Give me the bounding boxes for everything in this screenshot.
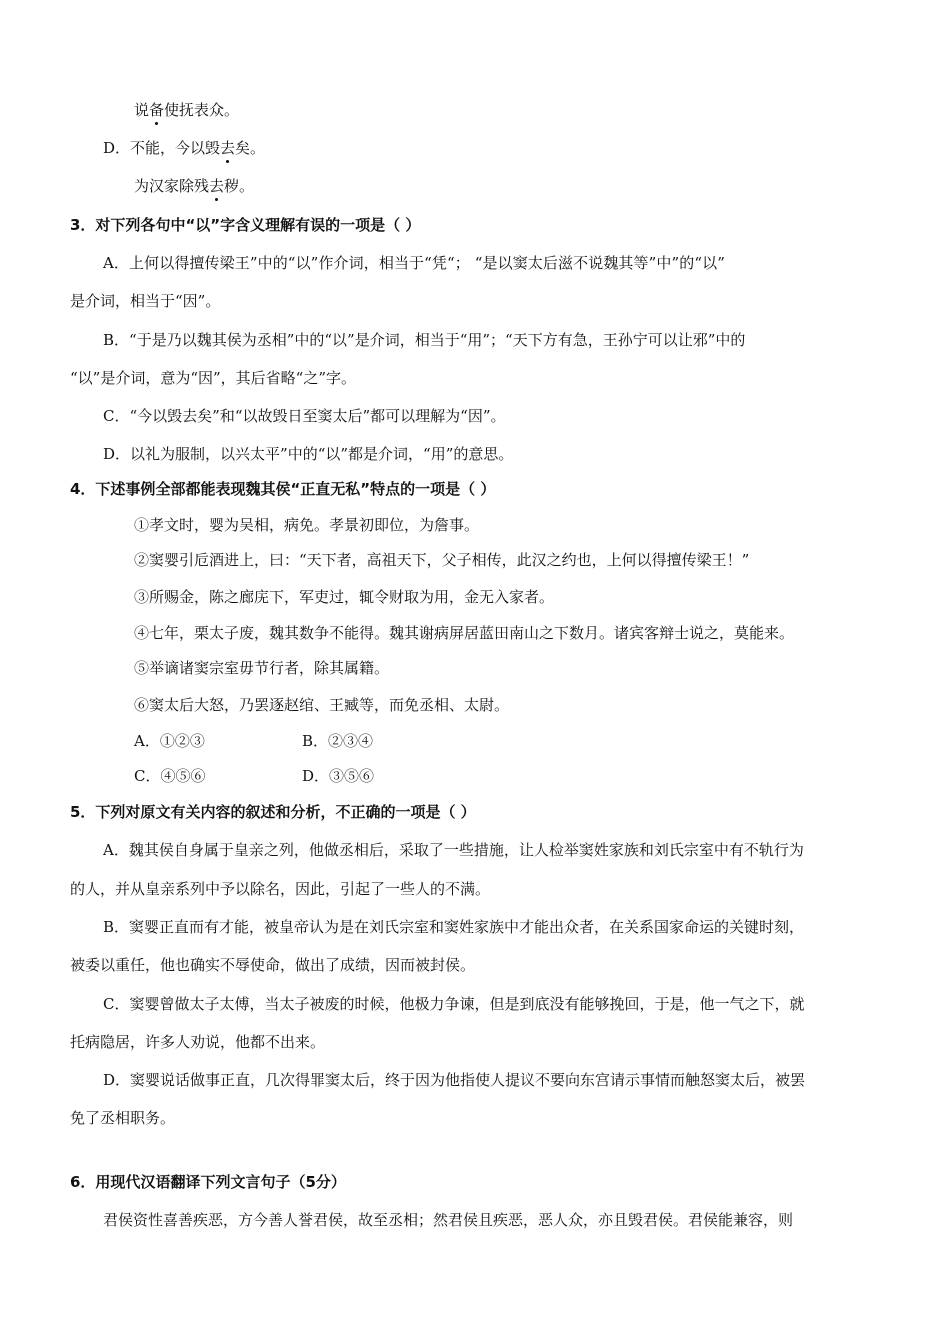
q4-option-c: C．④⑤⑥: [134, 767, 206, 785]
text-fragment: 矣。: [235, 139, 266, 157]
q4-option-b: B．②③④: [302, 732, 374, 750]
q3-option-d: D．以礼为服制，以兴太平”中的“以”都是介词，“用”的意思。: [103, 445, 514, 463]
q5-option-c-line-1: C．窦婴曾做太子太傅，当太子被废的时候，他极力争谏，但是到底没有能够挽回，于是，他一气之下，就: [103, 995, 805, 1013]
text-fragment: 秽。: [224, 177, 255, 195]
q3-option-a-line-1: A．上何以得擅传梁王”中的“以”作介词，相当于“凭“； “是以窦太后滋不说魏其等”中”的“以”: [103, 254, 725, 272]
q6-passage-line-1: 君侯资性喜善疾恶，方今善人誉君侯，故至丞相；然君侯且疾恶，恶人众，亦且毁君侯。君侯能兼容，则: [103, 1211, 794, 1229]
q4-option-d: D．③⑤⑥: [302, 767, 375, 785]
option-d-line-2: [134, 176, 254, 196]
q5-option-c-line-2: 托病隐居，许多人劝说，他都不出来。: [70, 1033, 326, 1051]
q4-item: ②窦婴引卮酒进上，曰：“天下者，高祖天下，父子相传，此汉之约也，上何以得擅传梁王！”: [134, 551, 750, 569]
question-6-title: 6．用现代汉语翻译下列文言句子（5分）: [70, 1173, 346, 1191]
q3-option-b-line-1: B．“于是乃以魏其侯为丞相”中的“以”是介词，相当于“用”；“天下方有急，王孙宁可以让邪”中的: [103, 331, 746, 349]
question-5-title: 5．下列对原文有关内容的叙述和分析，不正确的一项是（ ）: [70, 803, 476, 821]
emphasized-char: 备: [149, 101, 165, 119]
text-fragment: 说: [134, 101, 150, 119]
q4-item: ③所赐金，陈之廊庑下，军吏过，辄令财取为用，金无入家者。: [134, 588, 555, 606]
text-fragment: 使抚表众。: [164, 101, 240, 119]
q4-item: ④七年，栗太子废，魏其数争不能得。魏其谢病屏居蓝田南山之下数月。诸宾客辩士说之，莫能来。: [134, 624, 795, 642]
q4-option-a: A．①②③: [134, 732, 205, 750]
q5-option-b-line-2: 被委以重任，他也确实不辱使命，做出了成绩，因而被封侯。: [70, 956, 476, 974]
emphasized-char: 去: [209, 177, 225, 195]
q3-option-a-line-2: 是介词，相当于“因”。: [70, 292, 221, 310]
text-fragment: D．不能，今以毁: [103, 139, 221, 157]
q5-option-d-line-2: 免了丞相职务。: [70, 1109, 176, 1127]
q5-option-d-line-1: D．窦婴说话做事正直，几次得罪窦太后，终于因为他指使人提议不要向东宫请示事情而触怒窦太后，被罢: [103, 1071, 806, 1089]
q4-item: ⑥窦太后大怒，乃罢逐赵绾、王臧等，而免丞相、太尉。: [134, 696, 510, 714]
q4-item: ⑤举谪诸窦宗室毋节行者，除其属籍。: [134, 659, 390, 677]
q5-option-a-line-2: 的人，并从皇亲系列中予以除名，因此，引起了一些人的不满。: [70, 880, 491, 898]
answer-c-line-2: [134, 100, 239, 120]
question-4-title: 4．下述事例全部都能表现魏其侯“正直无私”特点的一项是（ ）: [70, 480, 496, 498]
question-3-title: 3．对下列各句中“以”字含义理解有误的一项是（ ）: [70, 216, 421, 234]
q4-item: ①孝文时，婴为吴相，病免。孝景初即位，为詹事。: [134, 516, 480, 534]
text-fragment: 为汉家除残: [134, 177, 210, 195]
q3-option-c: C．“今以毁去矣”和“以故毁日至窦太后”都可以理解为“因”。: [103, 407, 506, 425]
emphasized-char: 去: [220, 139, 236, 157]
q5-option-a-line-1: A．魏其侯自身属于皇亲之列，他做丞相后，采取了一些措施，让人检举窦姓家族和刘氏宗室中有不轨行为: [103, 841, 804, 859]
q3-option-b-line-2: “以”是介词，意为“因”，其后省略“之”字。: [70, 369, 357, 387]
q5-option-b-line-1: B．窦婴正直而有才能，被皇帝认为是在刘氏宗室和窦姓家族中才能出众者，在关系国家命运的关键时刻，: [103, 918, 805, 936]
option-d-line: [103, 138, 265, 158]
